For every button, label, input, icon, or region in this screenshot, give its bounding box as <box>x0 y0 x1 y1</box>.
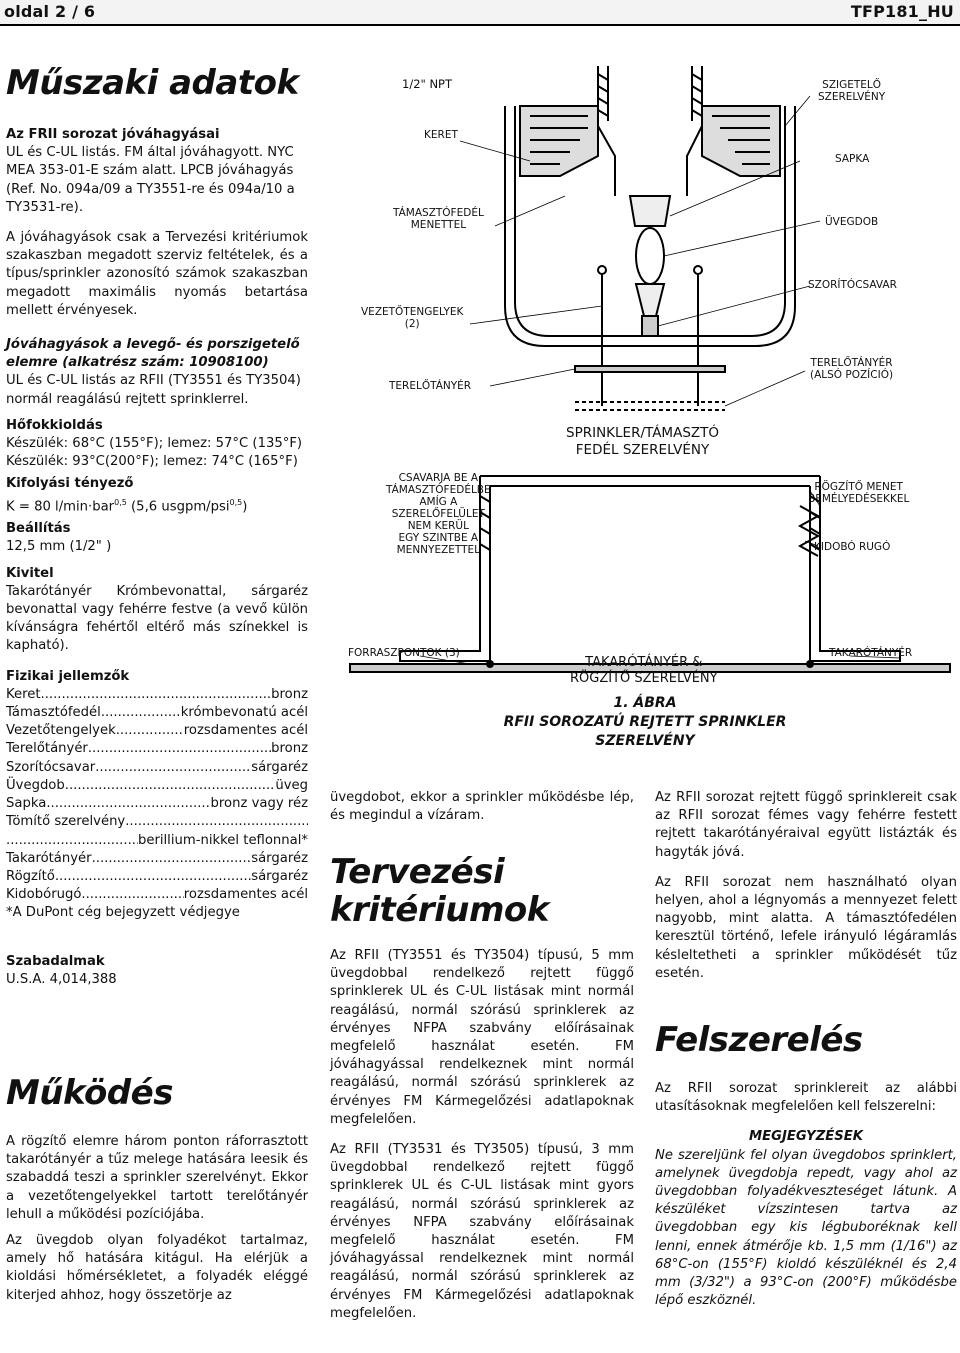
label-sprinkler-line2: FEDÉL SZERELVÉNY <box>575 442 710 458</box>
design-criteria-text <box>330 947 634 1323</box>
component-material: krómbevonatú acél <box>180 705 308 721</box>
component-name: Szorítócsavar <box>6 759 96 775</box>
dot-leader <box>46 795 210 813</box>
label-deflector-right-line2: (ALSÓ POZÍCIÓ) <box>810 369 894 381</box>
component-material: rozsdamentes acél <box>183 723 308 739</box>
label-insulation-assembly <box>818 79 885 103</box>
label-support-cup-threaded <box>393 207 484 231</box>
label-retainer-line2: BEMÉLYEDÉSEKKEL <box>808 493 910 505</box>
component-name: Kidobórugó <box>6 887 82 903</box>
installation-text <box>655 1080 957 1310</box>
design-criteria-paragraph-2: Az RFII (TY3531 és TY3505) típusú, 3 mm üvegdobbal rendelkező rejtett függő sprinklerek UL és C-UL listásak mint gyors reagálású, normál szórású sprinklerek az érvényes NFPA szabvány előírásainak megfelelő használat esetén. FM jóváhagyással rendelkeznek mint normál reagálású, normál szórású sprinklerek az érvényes FM Kármegelőzési adatlapoknak megfelelően. <box>330 1142 634 1321</box>
right-column <box>655 789 957 983</box>
approvals-heading: Az FRII sorozat jóváhagyásai <box>6 127 220 142</box>
component-name: Keret <box>6 686 41 702</box>
physical-row <box>6 850 308 868</box>
finish-heading: Kivitel <box>6 565 54 581</box>
patent-text: U.S.A. 4,014,388 <box>6 971 117 987</box>
label-retainer-line1: RÖGZÍTŐ MENET <box>814 481 903 493</box>
label-frame: KERET <box>424 129 458 141</box>
component-name: Támasztófedél <box>6 705 101 721</box>
operation-paragraph-2: Az üvegdob olyan folyadékot tartalmaz, amely hő hatására kitágul. Ha elérjük a kioldási hőmérsékletet, a folyadék eléggé kiterjed ahhoz, hogy összetörje az <box>6 1233 308 1303</box>
component-name: Takarótányér <box>6 850 92 866</box>
notes-text: Ne szereljünk fel olyan üvegdobos sprinklert, amelynek üvegdobja repedt, vagy ahol az üvegdobban folyadékveszteséget látunk. A készüléket vízszintesen tartva az üvegdobban egy kis légbuboréknak kell lenni, ennek átmérője kb. 1,5 mm (1/16") az 68°C-on (155°F) kioldó készüléknél és 2,4 mm (3/32") a 93°C-on (200°F) működésbe lépő eszköznél. <box>655 1147 957 1309</box>
dot-leader <box>6 832 138 850</box>
label-guide-pins-line1: VEZETŐTENGELYEK <box>361 306 464 318</box>
label-deflector-right <box>810 357 893 381</box>
component-material: sárgaréz <box>251 868 308 884</box>
figure-title-line1: RFII SOROZATÚ REJTETT SPRINKLER <box>503 714 787 730</box>
k-factor-metric: K = 80 l/min·bar <box>6 499 115 515</box>
design-criteria-title-line1: Tervezési <box>330 852 505 892</box>
size-heading: Beállítás <box>6 521 71 537</box>
k-exponent-2: 0,5 <box>229 497 243 507</box>
label-cover-plate-assembly <box>570 655 718 687</box>
design-criteria-title <box>330 853 549 929</box>
component-material: üveg <box>275 777 308 793</box>
physical-row <box>6 740 308 758</box>
k-factor-us: (5,6 usgpm/psi <box>126 499 230 515</box>
operation-text <box>6 1133 308 1305</box>
label-insulation-line2: SZERELVÉNY <box>818 91 886 103</box>
physical-row <box>6 868 308 886</box>
component-material: rozsdamentes acél <box>183 887 308 903</box>
physical-row <box>6 704 308 722</box>
finish-text: Takarótányér Krómbevonattal, sárgaréz bevonattal vagy fehérre festve (a vevő külön kívánságra fehértől eltérő más színekkel is kapható). <box>6 583 308 654</box>
dot-leader <box>65 777 276 795</box>
physical-row <box>6 722 308 740</box>
dot-leader <box>55 868 251 886</box>
middle-column-continuation <box>330 789 634 825</box>
label-screw-line2: TÁMASZTÓFEDÉLBE <box>386 484 491 496</box>
dot-leader <box>125 813 308 831</box>
component-material: berillium-nikkel teflonnal* <box>137 832 308 848</box>
dot-leader <box>88 740 271 758</box>
label-ejection-spring: KIDOBÓ RUGÓ <box>814 541 891 553</box>
right-paragraph-1: Az RFII sorozat rejtett függő sprinklereit csak az RFII sorozat fémes vagy fehérre festett rejtett takarótányéraival együtt listázták és hagyták jóvá. <box>655 790 957 860</box>
figure-title-line2: SZERELVÉNY <box>595 733 695 749</box>
k-factor-text <box>6 494 308 517</box>
technical-data-title: Műszaki adatok <box>6 63 299 103</box>
label-screw-line5: NEM KERÜL <box>407 520 469 532</box>
label-bulb: ÜVEGDOB <box>825 216 879 228</box>
page-header <box>0 0 960 26</box>
approvals-text: UL és C-UL listás. FM által jóváhagyott. NYC MEA 353-01-E szám alatt. LPCB jóváhagyás (Ref. No. 094a/09 a TY3551-re és 094a/10 a TY3531-re). <box>6 145 295 215</box>
label-cap: SAPKA <box>835 153 870 165</box>
air-seal-text: UL és C-UL listás az RFII (TY3551 és TY3504) normál reagálású rejtett sprinklerrel. <box>6 373 301 407</box>
label-npt: 1/2" NPT <box>402 77 453 91</box>
label-guide-pins-line2: (2) <box>404 318 420 330</box>
component-name: Terelőtányér <box>6 741 88 757</box>
component-name: Rögzítő <box>6 868 55 884</box>
design-criteria-title-line2: kritériumok <box>330 890 549 930</box>
label-support-cup-line1: TÁMASZTÓFEDÉL <box>393 207 484 219</box>
label-cover-plate: TAKARÓTÁNYÉR <box>829 647 913 659</box>
physical-row <box>6 832 308 850</box>
label-screw-line4: SZERELŐFELÜLET <box>391 508 485 520</box>
physical-row <box>6 886 308 904</box>
dot-leader <box>101 704 181 722</box>
figure-caption <box>480 694 810 751</box>
operation-title: Működés <box>6 1073 173 1113</box>
k-factor-heading: Kifolyási tényező <box>6 476 134 492</box>
label-screw-line6: EGY SZINTBE A <box>398 532 479 544</box>
label-deflector-right-line1: TERELŐTÁNYÉR <box>810 357 893 369</box>
component-material: bronz <box>271 686 308 702</box>
label-deflector-left: TERELŐTÁNYÉR <box>389 380 472 392</box>
size-text: 12,5 mm (1/2" ) <box>6 539 112 555</box>
physical-row <box>6 686 308 704</box>
page-number: oldal 2 / 6 <box>4 2 96 21</box>
temperature-heading: Hőfokkioldás <box>6 417 103 433</box>
component-name: Tömítő szerelvény <box>6 814 126 830</box>
label-solder-points: FORRASZPONTOK (3) <box>348 647 460 659</box>
physical-characteristics-list <box>6 686 308 904</box>
label-support-cup-line2: MENETTEL <box>410 219 467 231</box>
dot-leader <box>95 759 251 777</box>
operation-continuation: üvegdobot, ekkor a sprinkler működésbe lép, és megindul a vízáram. <box>330 790 634 824</box>
figure-number: 1. ÁBRA <box>613 695 677 711</box>
label-sprinkler-support-assembly <box>566 425 719 459</box>
label-screw-instruction <box>386 472 491 556</box>
installation-title: Felszerelés <box>655 1020 863 1060</box>
design-criteria-paragraph-1: Az RFII (TY3551 és TY3504) típusú, 5 mm üvegdobbal rendelkező rejtett függő sprinklerek UL és C-UL listásak mint normál reagálású, normál szórású sprinklerek az érvényes NFPA szabvány előírásainak megfelelő használat esetén. FM jóváhagyással rendelkeznek mint normál reagálású, normál szórású sprinklerek az érvényes FM Kármegelőzési adatlapoknak megfelelően. <box>330 948 634 1127</box>
physical-row <box>6 795 308 813</box>
component-material: bronz <box>271 741 308 757</box>
k-factor-close: ) <box>242 499 248 515</box>
temperature-line-1: Készülék: 68°C (155°F); lemez: 57°C (135°F) <box>6 436 303 452</box>
label-screw-line1: CSAVARJA BE A <box>398 472 479 484</box>
right-paragraph-2: Az RFII sorozat nem használható olyan helyen, ahol a légnyomás a mennyezet felett nagyobb, mint alatta. A támasztófedélen keresztül történő, lefele irányuló légáramlás késleltetheti a sprinkler működését tűz esetén. <box>655 874 957 981</box>
component-material: sárgaréz <box>251 759 308 775</box>
label-screw-line3: AMÍG A <box>419 496 458 508</box>
dot-leader <box>92 850 252 868</box>
label-cover-assy-line1: TAKARÓTÁNYÉR & <box>585 655 703 670</box>
physical-row <box>6 813 308 831</box>
installation-intro: Az RFII sorozat sprinklereit az alábbi utasításoknak megfelelően kell felszerelni: <box>655 1081 957 1115</box>
label-sprinkler-line1: SPRINKLER/TÁMASZTÓ <box>566 425 720 441</box>
operation-paragraph-1: A rögzítő elemre három ponton ráforrasztott takarótányér a tűz melege hatására leesik és szabaddá teszi a sprinkler szerelvényt. Ekkor a vezetőtengelyekkel tartott terelőtányér lehull a működési pozíciójába. <box>6 1134 308 1222</box>
component-name: Üvegdob <box>6 777 65 793</box>
label-cover-assy-line2: RÖGZÍTŐ SZERELVÉNY <box>570 671 718 686</box>
physical-row <box>6 759 308 777</box>
dupont-note: *A DuPont cég bejegyzett védjegye <box>6 905 240 921</box>
patent-heading: Szabadalmak <box>6 953 105 969</box>
document-code: TFP181_HU <box>850 2 954 21</box>
approvals-note: A jóváhagyások csak a Tervezési kritériumok szakaszban megadott szerviz feltételek, és a típus/sprinkler azonosító számok szakaszban megadott maximális nyomás betartása mellett érvényesek. <box>6 230 308 318</box>
label-compression-screw: SZORÍTÓCSAVAR <box>808 279 897 291</box>
label-screw-line7: MENNYEZETTEL <box>396 544 481 556</box>
component-material: bronz vagy réz <box>210 796 308 812</box>
dot-leader <box>41 686 272 704</box>
component-name: Vezetőtengelyek <box>6 723 116 739</box>
component-name: Sapka <box>6 796 47 812</box>
physical-row <box>6 777 308 795</box>
dot-leader <box>116 722 184 740</box>
air-seal-heading: Jóváhagyások a levegő- és porszigetelő elemre (alkatrész szám: 10908100) <box>6 337 300 371</box>
k-exponent-1: 0,5 <box>114 497 127 507</box>
label-guide-pins <box>361 306 463 330</box>
physical-heading: Fizikai jellemzők <box>6 668 130 684</box>
label-retainer-flange <box>808 481 909 505</box>
component-material: sárgaréz <box>251 850 308 866</box>
notes-heading: MEGJEGYZÉSEK <box>748 1129 863 1145</box>
left-column <box>6 126 308 989</box>
label-insulation-line1: SZIGETELŐ <box>822 79 882 91</box>
dot-leader <box>81 886 183 904</box>
temperature-line-2: Készülék: 93°C(200°F); lemez: 74°C (165°F) <box>6 454 298 470</box>
